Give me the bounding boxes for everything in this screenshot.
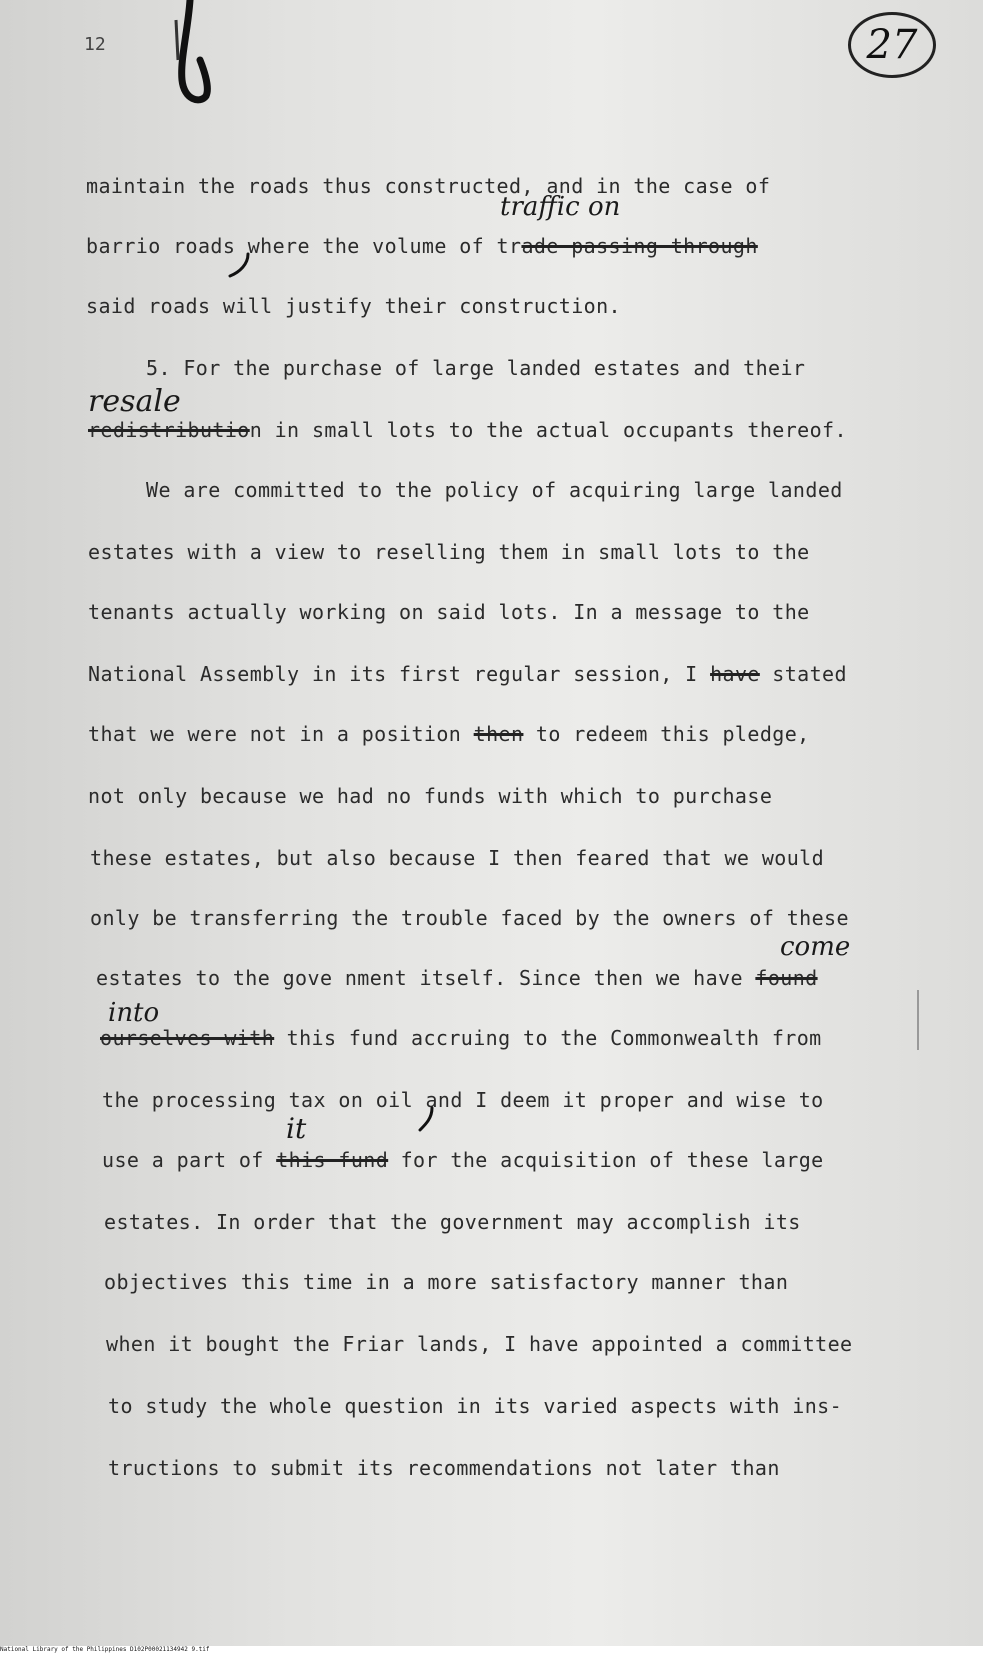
struck-then: then bbox=[473, 722, 524, 746]
text-line-22 bbox=[108, 1456, 780, 1480]
struck-this-fund: this fund bbox=[276, 1148, 389, 1172]
text-line-6 bbox=[146, 478, 843, 502]
text-line-10-end: to redeem this pledge, bbox=[523, 722, 810, 746]
struck-trade-passing-through: ade passing through bbox=[521, 234, 758, 258]
text-line-4 bbox=[146, 356, 805, 380]
text-line-3 bbox=[86, 294, 621, 318]
text-line-1 bbox=[86, 174, 770, 198]
text-line-18 bbox=[104, 1210, 801, 1234]
text-line-6-content: We are committed to the policy of acquiring large landed bbox=[146, 478, 843, 502]
handwritten-comma-mark bbox=[226, 252, 256, 278]
page-number: 12 bbox=[84, 34, 106, 55]
text-line-20-content: when it bought the Friar lands, I have appointed a committee bbox=[106, 1332, 853, 1356]
text-line-10 bbox=[88, 722, 810, 746]
struck-found: found bbox=[755, 966, 818, 990]
handwritten-traffic-on: traffic on bbox=[500, 192, 621, 222]
text-line-7 bbox=[88, 540, 810, 564]
text-line-11-content: not only because we had no funds with which to purchase bbox=[88, 784, 773, 808]
text-line-14 bbox=[96, 966, 818, 990]
text-line-8 bbox=[88, 600, 810, 624]
page-edge-mark bbox=[917, 990, 919, 1050]
text-line-19 bbox=[104, 1270, 788, 1294]
text-line-17-end: for the acquisition of these large bbox=[388, 1148, 824, 1172]
text-line-13-content: only be transferring the trouble faced by the owners of these bbox=[90, 906, 849, 930]
text-line-11 bbox=[88, 784, 772, 808]
handwritten-into: into bbox=[108, 998, 160, 1028]
handwritten-comma-after-oil bbox=[416, 1106, 440, 1132]
text-line-15-content: this fund accruing to the Commonwealth from bbox=[274, 1026, 822, 1050]
struck-redistribution: redistributio bbox=[88, 418, 250, 442]
text-line-12-content: these estates, but also because I then feared that we would bbox=[90, 846, 825, 870]
text-line-16-content: the processing tax on oil and I deem it proper and wise to bbox=[102, 1088, 824, 1112]
text-line-9-start: National Assembly in its first regular session, I bbox=[88, 662, 711, 686]
folio-number: 27 bbox=[866, 22, 918, 68]
text-line-4-content: 5. For the purchase of large landed estates and their bbox=[146, 356, 806, 380]
text-line-9 bbox=[88, 662, 847, 686]
text-line-15 bbox=[100, 1026, 822, 1050]
text-line-18-content: estates. In order that the government may accomplish its bbox=[104, 1210, 801, 1234]
handwritten-it: it bbox=[286, 1112, 307, 1145]
text-line-21-content: to study the whole question in its varied aspects with ins- bbox=[108, 1394, 843, 1418]
text-line-9-end: stated bbox=[759, 662, 847, 686]
text-line-16 bbox=[102, 1088, 824, 1112]
text-line-1-content: maintain the roads thus constructed, and in the case of bbox=[86, 174, 771, 198]
archive-footer: National Library of the Philippines D102P00021134942 9.tif bbox=[0, 1646, 983, 1658]
text-line-10-start: that we were not in a position bbox=[88, 722, 474, 746]
text-line-14-start: estates to the gove nment itself. Since then we have bbox=[96, 966, 756, 990]
folio-number-circle bbox=[848, 12, 936, 78]
text-line-5-content: n in small lots to the actual occupants thereof. bbox=[249, 418, 847, 442]
handwritten-come: come bbox=[780, 932, 851, 962]
text-line-8-content: tenants actually working on said lots. In a message to the bbox=[88, 600, 810, 624]
text-line-3-content: said roads will justify their construction. bbox=[86, 294, 621, 318]
text-line-7-content: estates with a view to reselling them in small lots to the bbox=[88, 540, 810, 564]
text-line-19-content: objectives this time in a more satisfactory manner than bbox=[104, 1270, 789, 1294]
text-line-20 bbox=[106, 1332, 852, 1356]
text-line-13 bbox=[90, 906, 849, 930]
struck-have: have bbox=[710, 662, 760, 686]
text-line-12 bbox=[90, 846, 824, 870]
text-line-17-start: use a part of bbox=[102, 1148, 277, 1172]
text-line-2-start: barrio roads where the volume of tr bbox=[86, 234, 522, 258]
handwritten-resale: resale bbox=[88, 384, 181, 419]
text-line-17 bbox=[102, 1148, 824, 1172]
text-line-2 bbox=[86, 234, 758, 258]
text-line-22-content: tructions to submit its recommendations not later than bbox=[108, 1456, 780, 1480]
text-line-21 bbox=[108, 1394, 842, 1418]
ink-stroke-mark bbox=[170, 0, 230, 110]
text-line-5 bbox=[88, 418, 847, 442]
struck-ourselves-with: ourselves with bbox=[100, 1026, 275, 1050]
